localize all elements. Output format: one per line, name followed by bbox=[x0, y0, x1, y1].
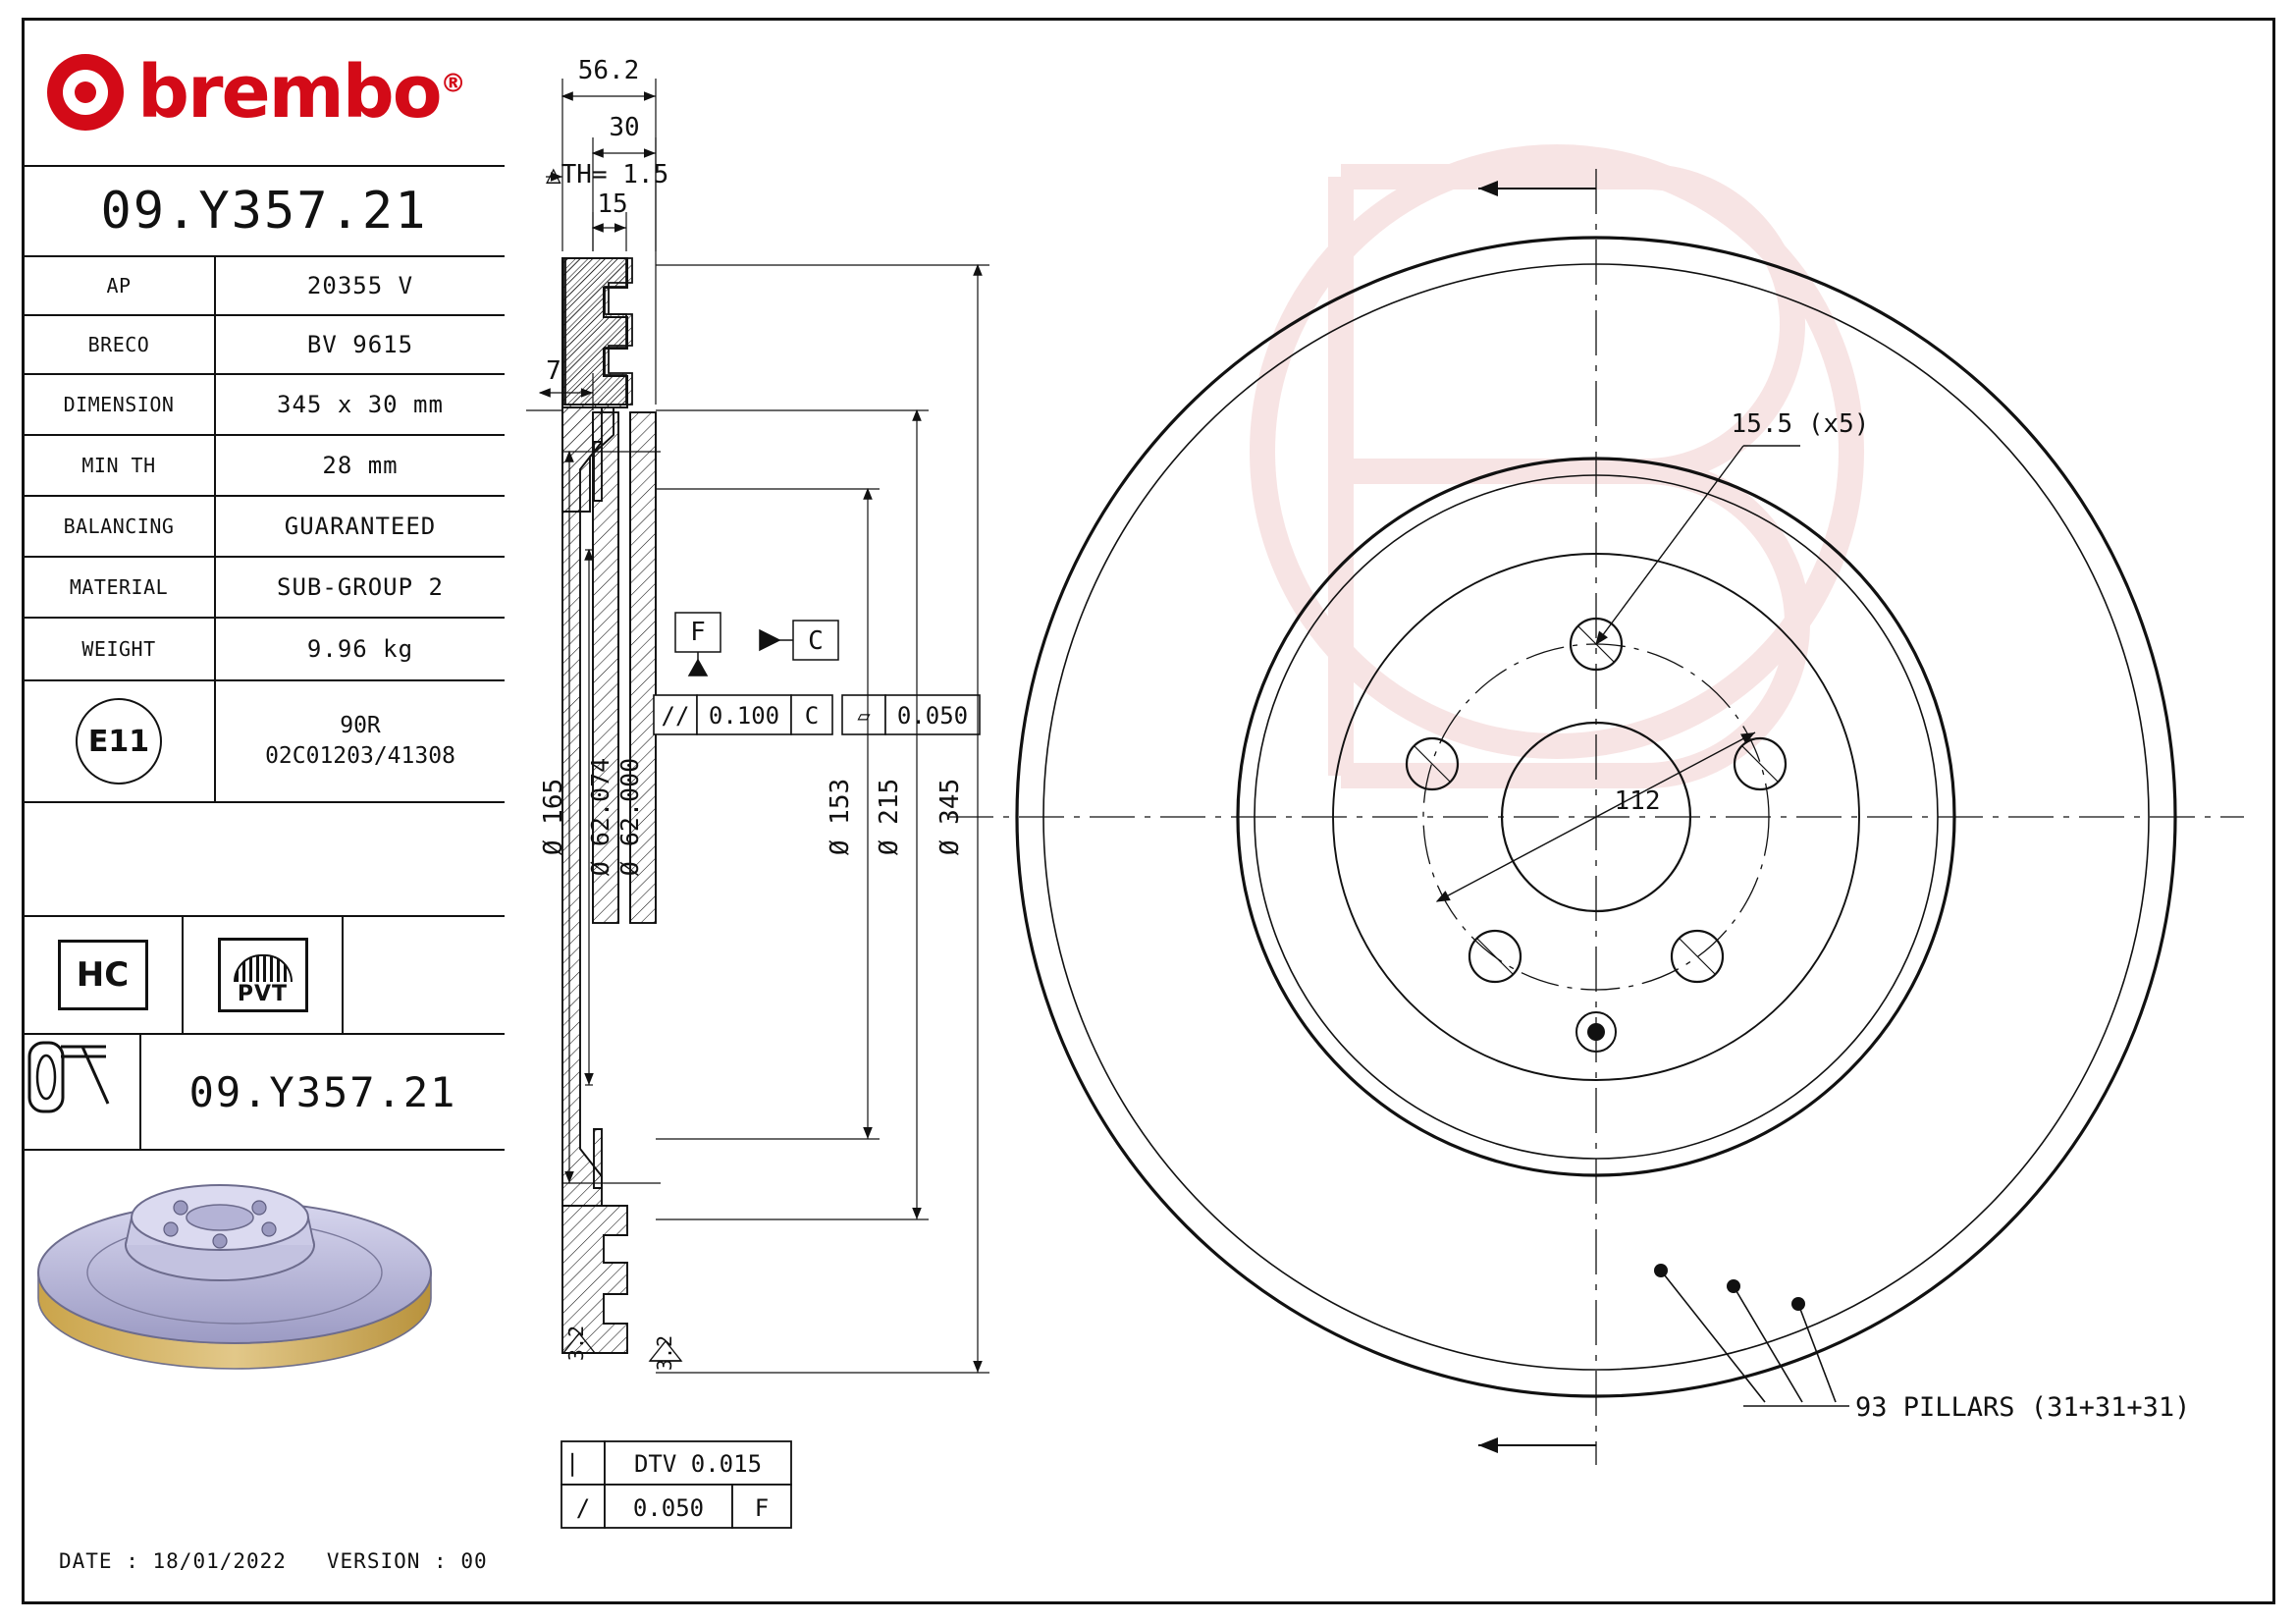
dim-153: Ø 153 bbox=[826, 778, 855, 856]
dim-hole-15-5: 15.5 (x5) bbox=[1731, 409, 1870, 439]
disc-icon-cell bbox=[24, 1035, 141, 1149]
gdt-flatness-value: 0.050 bbox=[896, 702, 969, 730]
brand-name bbox=[137, 50, 464, 135]
date-value: 18/01/2022 bbox=[152, 1549, 287, 1573]
note-pillars: 93 PILLARS (31+31+31) bbox=[1855, 1392, 2191, 1423]
badge-row bbox=[24, 917, 505, 1035]
dim-th-tolerance: △TH= 1.5 bbox=[546, 160, 669, 189]
registered-mark: ® bbox=[440, 69, 464, 99]
hc-icon: HC bbox=[58, 940, 148, 1010]
ece-mark-cell bbox=[24, 681, 216, 801]
spec-value-ap: 20355 V bbox=[306, 272, 414, 299]
datum-f: F bbox=[690, 618, 706, 647]
dim-15: 15 bbox=[597, 189, 628, 219]
spec-label-min-th: MIN TH bbox=[24, 436, 216, 495]
chamfer-b: 3.2 bbox=[653, 1334, 676, 1372]
spec-row-min-th bbox=[24, 436, 505, 497]
gdt-runout-value: 0.050 bbox=[632, 1494, 705, 1522]
spec-label-ap: AP bbox=[24, 257, 216, 314]
chamfer-a: 3.2 bbox=[564, 1325, 588, 1362]
pvt-disc-icon bbox=[234, 954, 293, 982]
datum-c: C bbox=[808, 626, 824, 656]
spec-row-weight bbox=[24, 619, 505, 681]
spec-value-balancing: GUARANTEED bbox=[284, 513, 437, 540]
spec-row-dimension bbox=[24, 375, 505, 436]
spec-label-breco: BRECO bbox=[24, 316, 216, 373]
gdt-runout-datum: F bbox=[754, 1494, 770, 1522]
product-photo bbox=[24, 1151, 505, 1418]
drawing-svg bbox=[507, 20, 2273, 1602]
spec-value-min-th: 28 mm bbox=[322, 452, 399, 479]
spec-label-dimension: DIMENSION bbox=[24, 375, 216, 434]
gdt-parallel-value: 0.100 bbox=[708, 702, 780, 730]
dim-62-074: Ø 62.074 bbox=[586, 757, 614, 877]
part-code-bottom: 09.Y357.21 bbox=[188, 1067, 457, 1116]
dim-62-000: Ø 62.000 bbox=[615, 757, 644, 877]
spec-row-material bbox=[24, 558, 505, 619]
ece-circle-icon: E11 bbox=[76, 698, 162, 785]
spec-value-breco: BV 9615 bbox=[306, 331, 414, 358]
gdt-runout-symbol: / bbox=[575, 1494, 591, 1522]
footer-date bbox=[59, 1549, 488, 1573]
dim-7: 7 bbox=[546, 356, 561, 386]
spec-value-material: SUB-GROUP 2 bbox=[277, 573, 444, 601]
part-code-bottom-row bbox=[24, 1035, 505, 1151]
brembo-logo-icon bbox=[47, 54, 124, 131]
brand-name-text: brembo bbox=[137, 50, 441, 135]
dim-215: Ø 215 bbox=[875, 778, 904, 856]
disc-photo-illustration bbox=[24, 1151, 446, 1396]
hc-badge-cell bbox=[24, 917, 184, 1033]
blank-row bbox=[24, 803, 505, 917]
spec-row-breco bbox=[24, 316, 505, 375]
version-value: 00 bbox=[460, 1549, 488, 1573]
spec-row-balancing bbox=[24, 497, 505, 558]
homologation-line1: 90R bbox=[340, 712, 381, 738]
gdt-parallel-datum: C bbox=[804, 702, 820, 730]
spec-table bbox=[24, 20, 505, 1542]
spec-value-weight: 9.96 kg bbox=[306, 635, 414, 663]
spec-row-ap bbox=[24, 257, 505, 316]
pvt-label: PVT bbox=[237, 982, 289, 1006]
badge-empty-cell bbox=[344, 917, 505, 1033]
dim-30: 30 bbox=[609, 113, 640, 142]
gdt-dtv-value: DTV 0.015 bbox=[633, 1450, 763, 1478]
homologation-line2: 02C01203/41308 bbox=[265, 743, 455, 769]
gdt-dtv-symbol: ⎸ bbox=[571, 1450, 595, 1478]
date-label: DATE : bbox=[59, 1549, 139, 1573]
version-label: VERSION : bbox=[326, 1549, 448, 1573]
technical-drawing bbox=[507, 20, 2273, 1602]
pvt-icon bbox=[218, 938, 308, 1012]
spec-label-weight: WEIGHT bbox=[24, 619, 216, 679]
homologation-values bbox=[216, 711, 505, 772]
part-code: 09.Y357.21 bbox=[100, 182, 428, 241]
gdt-parallel-symbol: // bbox=[661, 702, 690, 730]
spec-label-material: MATERIAL bbox=[24, 558, 216, 617]
dim-345: Ø 345 bbox=[935, 778, 965, 856]
dim-56-2: 56.2 bbox=[577, 56, 640, 85]
brake-disc-icon bbox=[24, 1035, 114, 1121]
homologation-row bbox=[24, 681, 505, 803]
dim-pcd-112: 112 bbox=[1614, 786, 1661, 816]
part-code-row bbox=[24, 167, 505, 257]
brand-logo bbox=[24, 20, 505, 167]
spec-value-dimension: 345 x 30 mm bbox=[277, 391, 444, 418]
spec-label-balancing: BALANCING bbox=[24, 497, 216, 556]
dim-165: Ø 165 bbox=[539, 778, 568, 856]
pvt-badge-cell bbox=[184, 917, 344, 1033]
gdt-flatness-symbol: ▱ bbox=[857, 704, 871, 729]
